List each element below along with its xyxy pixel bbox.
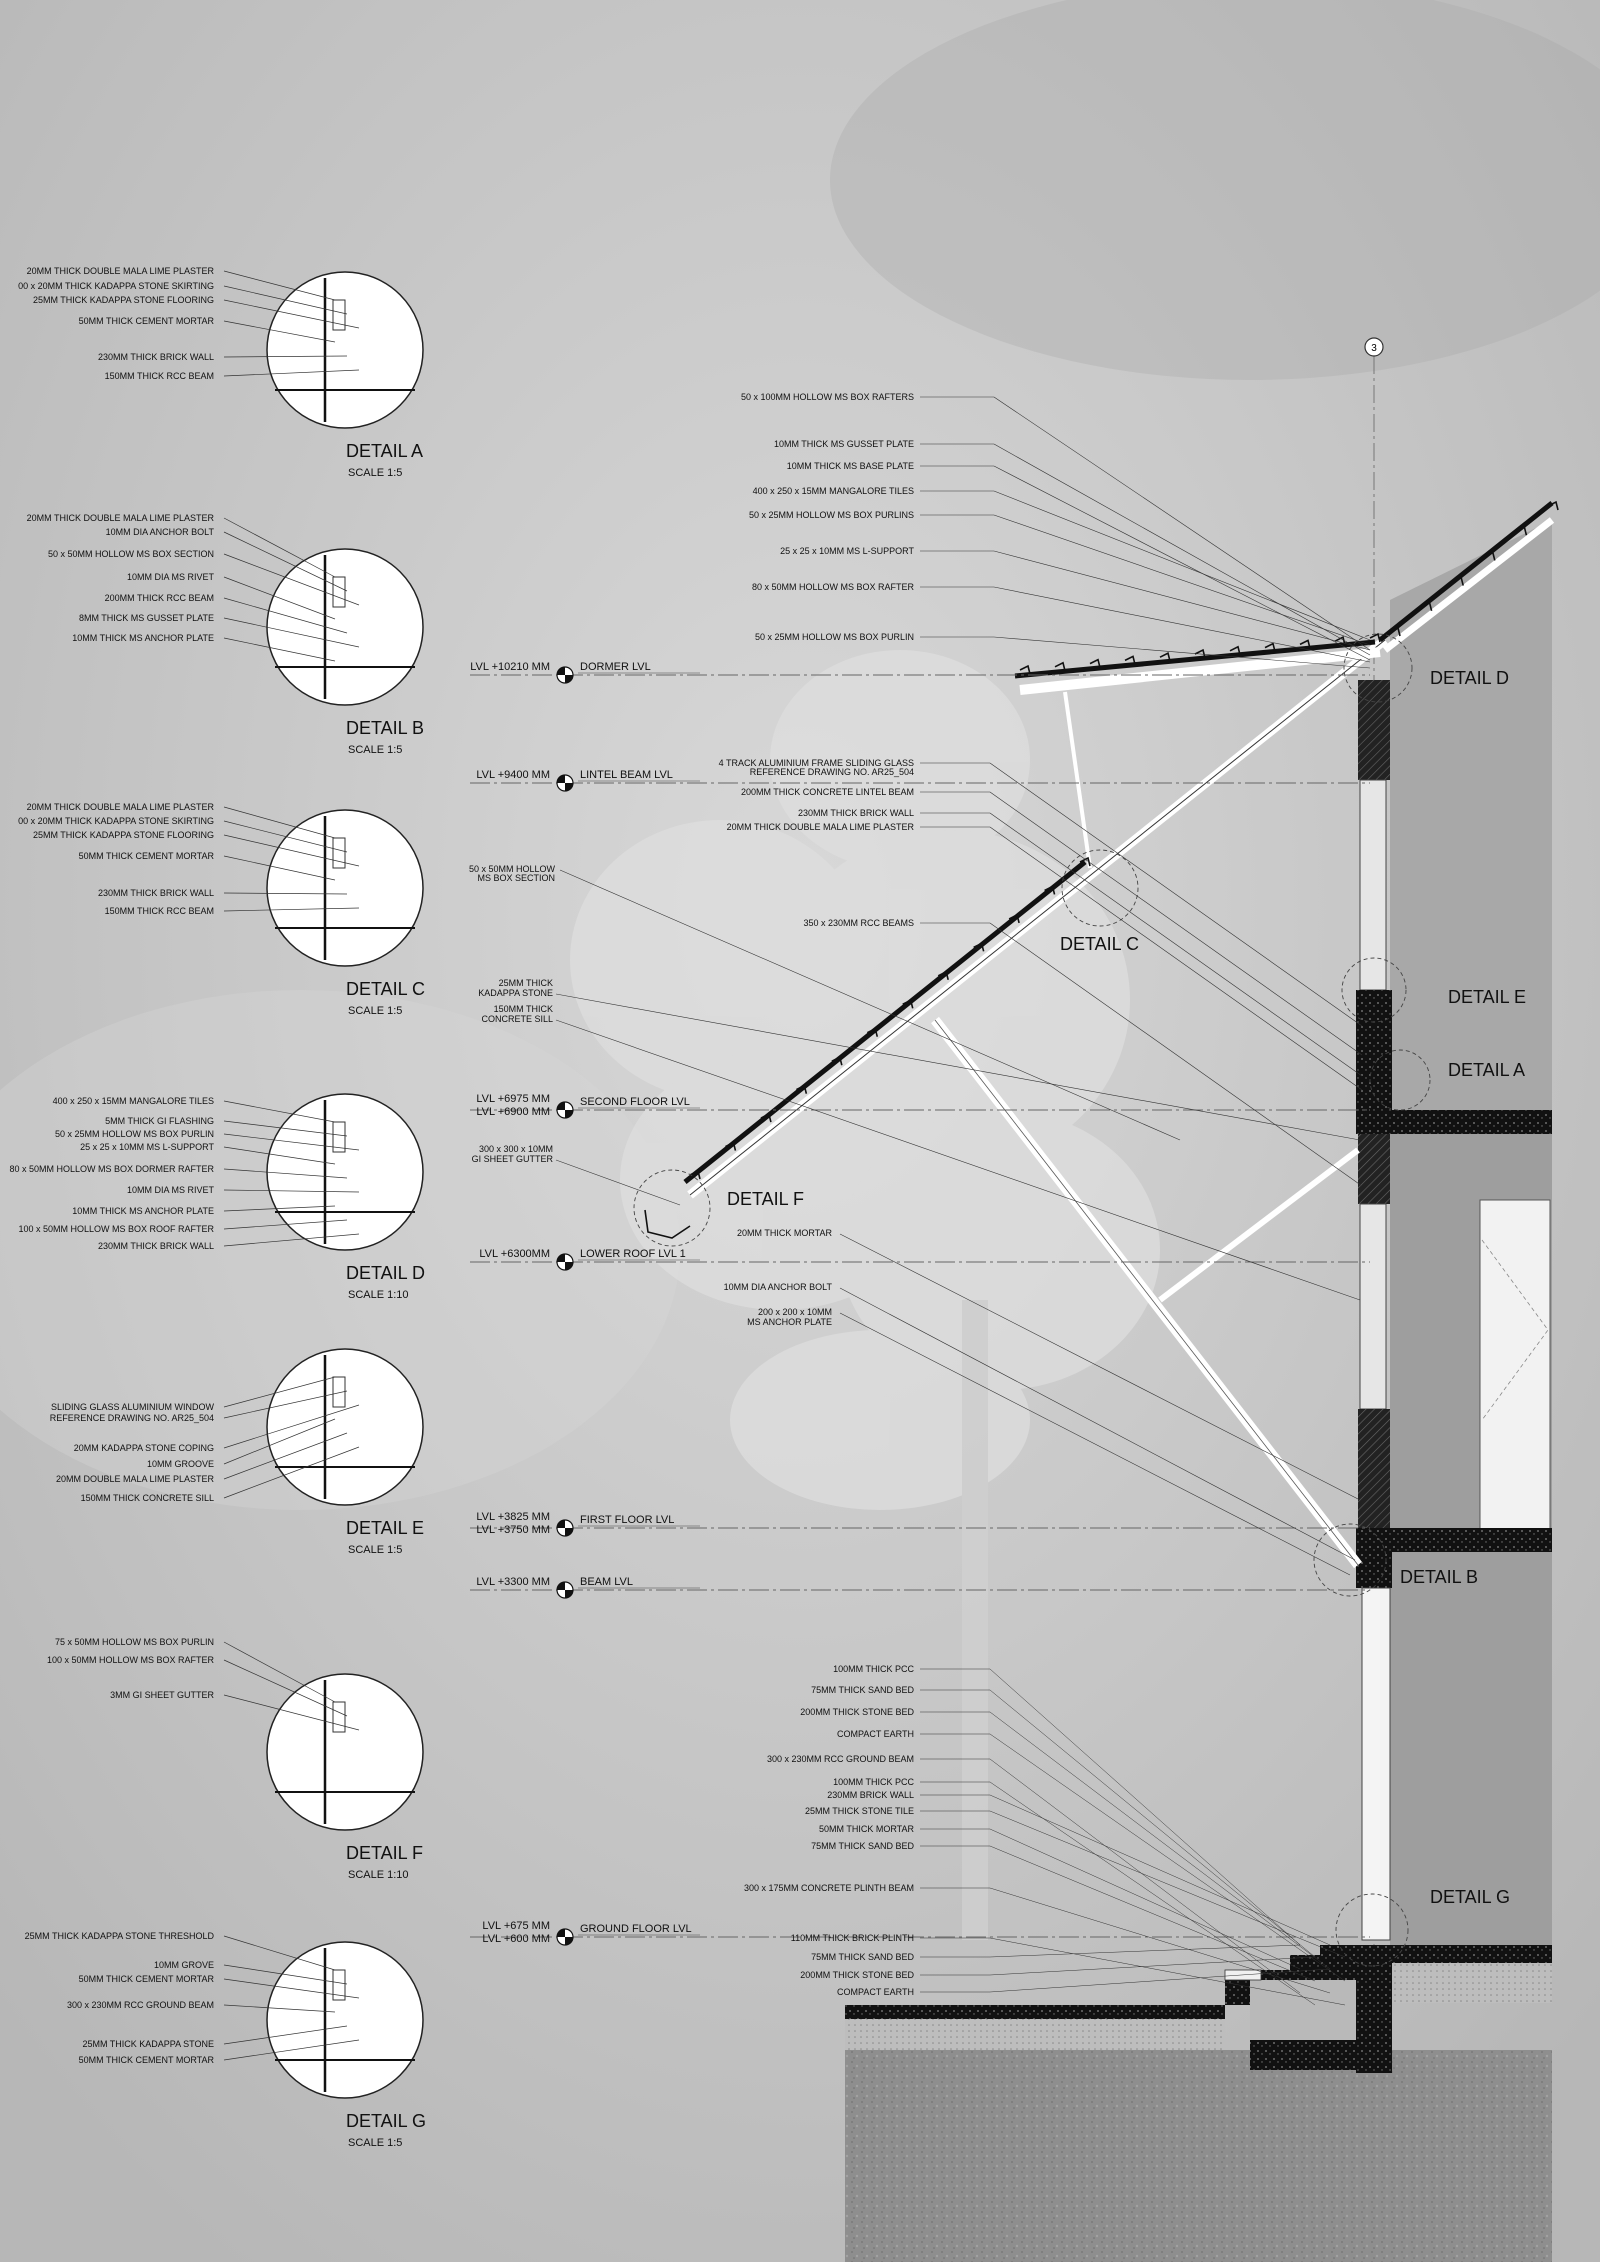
foundation-label: 300 x 175MM CONCRETE PLINTH BEAM [743,1883,914,1893]
level-name: LINTEL BEAM LVL [580,769,673,781]
detail-label: 3MM GI SHEET GUTTER [110,1690,214,1700]
detail-scale: SCALE 1:5 [348,1005,403,1017]
foundation-label: 100MM THICK PCC [833,1664,914,1674]
floor-slab-first [1356,1528,1552,1552]
level-name: DORMER LVL [580,661,651,673]
foundation-label: 50MM THICK MORTAR [818,1824,914,1834]
section-callout: DETAIL B [1400,1567,1479,1587]
beam-lvl [1356,1552,1392,1588]
foundation-wall [1356,1945,1392,2073]
detail-label: 10MM THICK MS ANCHOR PLATE [72,1206,214,1216]
section-callout: DETAIL C [1060,934,1140,954]
foundation-label: 230MM BRICK WALL [827,1790,914,1800]
foundation-label: 75MM THICK SAND BED [811,1685,914,1695]
detail-label: 25 x 25 x 10MM MS L-SUPPORT [80,1142,214,1152]
detail-label: 20MM KADAPPA STONE COPING [73,1443,214,1453]
detail-scale: SCALE 1:10 [348,1869,409,1881]
plinth-fill [1392,1963,1552,2003]
detail-circle [267,810,423,966]
detail-scale: SCALE 1:5 [348,744,403,756]
level-value: LVL +3750 MM [476,1524,550,1536]
wall-label: 20MM THICK DOUBLE MALA LIME PLASTER [726,822,914,832]
ground-earth [845,2050,1552,2262]
mid-label: MS BOX SECTION [477,873,555,883]
window-opening [1480,1200,1550,1530]
detail-label: 20MM THICK DOUBLE MALA LIME PLASTER [26,802,214,812]
detail-label: 20MM THICK DOUBLE MALA LIME PLASTER [26,513,214,523]
wall-label: 350 x 230MM RCC BEAMS [803,918,914,928]
detail-circle [267,1942,423,2098]
mid-label: 25MM THICK [498,978,553,988]
detail-label: 20MM THICK DOUBLE MALA LIME PLASTER [26,266,214,276]
detail-label: 5MM THICK GI FLASHING [105,1116,214,1126]
mid-label: CONCRETE SILL [481,1014,553,1024]
foundation-label: 25MM THICK STONE TILE [804,1806,914,1816]
mid-label: 50 x 50MM HOLLOW [468,864,555,874]
detail-label: SLIDING GLASS ALUMINIUM WINDOW [50,1402,214,1412]
detail-label: 200MM THICK RCC BEAM [104,593,214,603]
detail-label: 230MM THICK BRICK WALL [97,888,214,898]
exterior-wall-upper [1358,680,1390,780]
exterior-wall-lower [1358,1409,1390,1529]
detail-label: 25MM THICK KADAPPA STONE FLOORING [32,295,214,305]
detail-label: 10MM GROVE [153,1960,214,1970]
detail-label: 8MM THICK MS GUSSET PLATE [78,613,214,623]
detail-label: 100 x 50MM HOLLOW MS BOX ROOF RAFTER [18,1224,214,1234]
mid-label: 300 x 300 x 10MM [478,1144,553,1154]
detail-scale: SCALE 1:5 [348,1544,403,1556]
lintel-beam [1356,990,1392,1110]
detail-label: 150MM THICK RCC BEAM [104,371,214,381]
foundation-label: 300 x 230MM RCC GROUND BEAM [766,1754,914,1764]
exterior-wall-mid [1358,1134,1390,1204]
mid-label: GI SHEET GUTTER [471,1154,553,1164]
detail-label: 25MM THICK KADAPPA STONE FLOORING [32,830,214,840]
foundation-label: 75MM THICK SAND BED [811,1952,914,1962]
level-value: LVL +3300 MM [476,1576,550,1588]
detail-label: 00 x 20MM THICK KADAPPA STONE SKIRTING [18,816,214,826]
detail-label: 10MM DIA MS RIVET [126,1185,214,1195]
detail-label: 150MM THICK RCC BEAM [104,906,214,916]
detail-label: 300 x 230MM RCC GROUND BEAM [66,2000,214,2010]
mid-label: KADAPPA STONE [478,988,553,998]
foundation-label: 110MM THICK BRICK PLINTH [790,1933,914,1943]
detail-label: 50MM THICK CEMENT MORTAR [78,851,214,861]
detail-label: 50MM THICK CEMENT MORTAR [78,1974,214,1984]
foundation-label: 200MM THICK STONE BED [800,1970,914,1980]
roof-label: 10MM THICK MS GUSSET PLATE [773,439,914,449]
grid-marker-label: 3 [1371,343,1377,354]
level-value: LVL +3825 MM [476,1511,550,1523]
section-callout: DETAIL E [1448,987,1527,1007]
detail-title: DETAIL G [346,2111,427,2131]
detail-label: 150MM THICK CONCRETE SILL [80,1493,214,1503]
mid-label: 200 x 200 x 10MM [757,1307,832,1317]
section-callout: DETAIL A [1448,1060,1526,1080]
section-callout: DETAIL D [1430,668,1510,688]
detail-label: 20MM DOUBLE MALA LIME PLASTER [55,1474,214,1484]
plinth-step-fill [1250,1980,1356,2040]
detail-title: DETAIL A [346,441,424,461]
detail-title: DETAIL D [346,1263,426,1283]
level-name: FIRST FLOOR LVL [580,1514,675,1526]
level-name: SECOND FLOOR LVL [580,1096,690,1108]
detail-label: 10MM GROOVE [146,1459,214,1469]
detail-label: 25MM THICK KADAPPA STONE THRESHOLD [24,1931,214,1941]
floor-slab-second [1356,1110,1552,1134]
roof-label: 10MM THICK MS BASE PLATE [786,461,914,471]
ground-floor-wall [1362,1588,1390,1940]
roof-label: 25 x 25 x 10MM MS L-SUPPORT [780,546,914,556]
foundation-label: COMPACT EARTH [836,1729,914,1739]
detail-label: 100 x 50MM HOLLOW MS BOX RAFTER [46,1655,214,1665]
sliding-window-upper [1360,780,1386,990]
detail-label: 50MM THICK CEMENT MORTAR [78,2055,214,2065]
pcc-layer [845,2005,1225,2019]
detail-label: 400 x 250 x 15MM MANGALORE TILES [52,1096,214,1106]
section-callout: DETAIL F [727,1189,805,1209]
sand-bed-layer [845,2019,1225,2050]
foundation-label: 200MM THICK STONE BED [800,1707,914,1717]
wall-label: 230MM THICK BRICK WALL [797,808,914,818]
detail-title: DETAIL E [346,1518,425,1538]
detail-circle [267,1674,423,1830]
detail-label: 75 x 50MM HOLLOW MS BOX PURLIN [54,1637,214,1647]
level-name: BEAM LVL [580,1576,633,1588]
level-value: LVL +10210 MM [470,661,550,673]
detail-scale: SCALE 1:5 [348,2137,403,2149]
detail-label: 50MM THICK CEMENT MORTAR [78,316,214,326]
detail-label: 00 x 20MM THICK KADAPPA STONE SKIRTING [18,281,214,291]
foundation-label: COMPACT EARTH [836,1987,914,1997]
detail-label: 230MM THICK BRICK WALL [97,1241,214,1251]
mid-label: 20MM THICK MORTAR [736,1228,832,1238]
roof-label: 80 x 50MM HOLLOW MS BOX RAFTER [751,582,914,592]
detail-label: 80 x 50MM HOLLOW MS BOX DORMER RAFTER [9,1164,214,1174]
detail-title: DETAIL F [346,1843,424,1863]
detail-circle [267,1094,423,1250]
wall-label: REFERENCE DRAWING NO. AR25_504 [749,767,914,777]
foundation-label: 75MM THICK SAND BED [811,1841,914,1851]
upper-interior-panel [1390,520,1552,1110]
detail-label: 230MM THICK BRICK WALL [97,352,214,362]
detail-title: DETAIL C [346,979,426,999]
detail-title: DETAIL B [346,718,425,738]
roof-label: 50 x 100MM HOLLOW MS BOX RAFTERS [740,392,914,402]
sliding-window-lower [1360,1204,1386,1409]
mid-label: 10MM DIA ANCHOR BOLT [723,1282,832,1292]
wall-label: 200MM THICK CONCRETE LINTEL BEAM [740,787,914,797]
detail-circle [267,549,423,705]
detail-label: 10MM DIA MS RIVET [126,572,214,582]
detail-label: 25MM THICK KADAPPA STONE [82,2039,214,2049]
level-value: LVL +600 MM [482,1933,550,1945]
roof-label: 400 x 250 x 15MM MANGALORE TILES [752,486,914,496]
detail-circle [267,272,423,428]
level-name: LOWER ROOF LVL 1 [580,1248,686,1260]
mid-label: 150MM THICK [493,1004,553,1014]
level-name: GROUND FLOOR LVL [580,1923,692,1935]
section-callout: DETAIL G [1430,1887,1511,1907]
level-value: LVL +6300MM [479,1248,550,1260]
roof-label: 50 x 25MM HOLLOW MS BOX PURLINS [748,510,914,520]
detail-label: 50 x 50MM HOLLOW MS BOX SECTION [47,549,214,559]
detail-label: REFERENCE DRAWING NO. AR25_504 [49,1413,214,1423]
detail-scale: SCALE 1:5 [348,467,403,479]
wall-label: 4 TRACK ALUMINIUM FRAME SLIDING GLASS [718,758,914,768]
detail-label: 50 x 25MM HOLLOW MS BOX PURLIN [54,1129,214,1139]
roof-label: 50 x 25MM HOLLOW MS BOX PURLIN [754,632,914,642]
foundation-label: 100MM THICK PCC [833,1777,914,1787]
detail-label: 10MM DIA ANCHOR BOLT [105,527,214,537]
level-value: LVL +9400 MM [476,769,550,781]
mid-label: MS ANCHOR PLATE [747,1317,832,1327]
level-value: LVL +675 MM [482,1920,550,1932]
level-value: LVL +6975 MM [476,1093,550,1105]
detail-label: 10MM THICK MS ANCHOR PLATE [72,633,214,643]
detail-scale: SCALE 1:10 [348,1289,409,1301]
level-value: LVL +6900 MM [476,1106,550,1118]
